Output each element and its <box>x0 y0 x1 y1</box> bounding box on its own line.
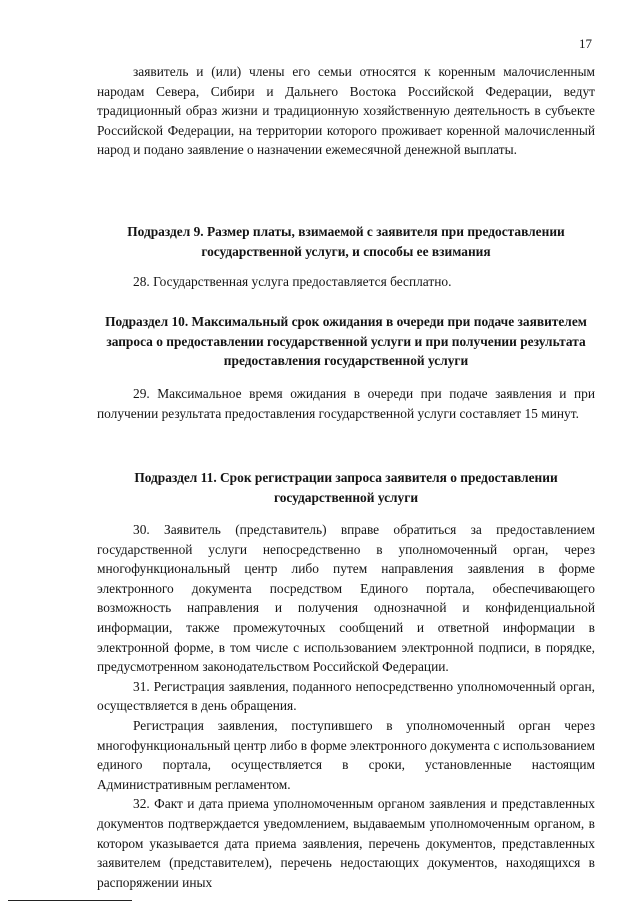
heading-subsection-10: Подраздел 10. Максимальный срок ожидания в очереди при подаче заявителем запроса о предоставлении государственной услуги и при получении результата предоставления государственной услуги <box>105 314 587 369</box>
footnote-separator-line <box>8 900 132 901</box>
heading-subsection-9: Подраздел 9. Размер платы, взимаемой с заявителя при предоставлении государственной услуги, и способы ее взимания <box>127 224 565 259</box>
paragraph-28-block <box>97 272 595 292</box>
paragraph-28: 28. Государственная услуга предоставляется бесплатно. <box>133 274 452 289</box>
paragraph-intro: заявитель и (или) члены его семьи относятся к коренным малочисленным народам Севера, Сибири и Дальнего Востока Российской Федерации, ведут традиционный образ жизни и традиционную хозяйственную деятельность в субъекте Российской Федерации, на территории которого проживает коренной малочисленный народ и подано заявление о назначении ежемесячной денежной выплаты. <box>97 64 595 158</box>
heading-subsection-11: Подраздел 11. Срок регистрации запроса заявителя о предоставлении государственной услуги <box>134 470 558 505</box>
paragraph-intro-block <box>97 62 595 160</box>
paragraph-32: 32. Факт и дата приема уполномоченным органом заявления и представленных документов подтверждается уведомлением, выдаваемым уполномоченным органом, в котором указывается дата приема заявления, перечень документов, представленных заявителем (представителем), перечень недостающих документов, находящихся в распоряжении иных <box>97 796 595 890</box>
paragraph-31-continued: Регистрация заявления, поступившего в уполномоченный орган через многофункциональный центр либо в форме электронного документа с использованием единого портала, осуществляется в сроки, установленные настоящим Административным регламентом. <box>97 717 595 792</box>
paragraph-31: 31. Регистрация заявления, поданного непосредственно уполномоченный орган, осуществляется в день обращения. <box>97 678 595 714</box>
page-number: 17 <box>579 36 592 51</box>
paragraph-29: 29. Максимальное время ожидания в очереди при подаче заявления и при получении результата предоставления государственной услуги составляет 15 минут. <box>97 386 595 421</box>
paragraph-29-block <box>97 384 595 423</box>
paragraphs-30-32-block <box>97 520 595 892</box>
paragraph-30: 30. Заявитель (представитель) вправе обратиться за предоставлением государственной услуги непосредственно в уполномоченный орган, через многофункциональный центр либо путем направления заявления в форме электронного документа посредством Единого портала, обеспечивающего возможность направления и получения однозначной и конфиденциальной информации, также промежуточных сообщений и ответной информации в электронной форме, в том числе с использованием электронной подписи, в порядке, предусмотренном законодательством Российской Федерации. <box>97 522 595 675</box>
